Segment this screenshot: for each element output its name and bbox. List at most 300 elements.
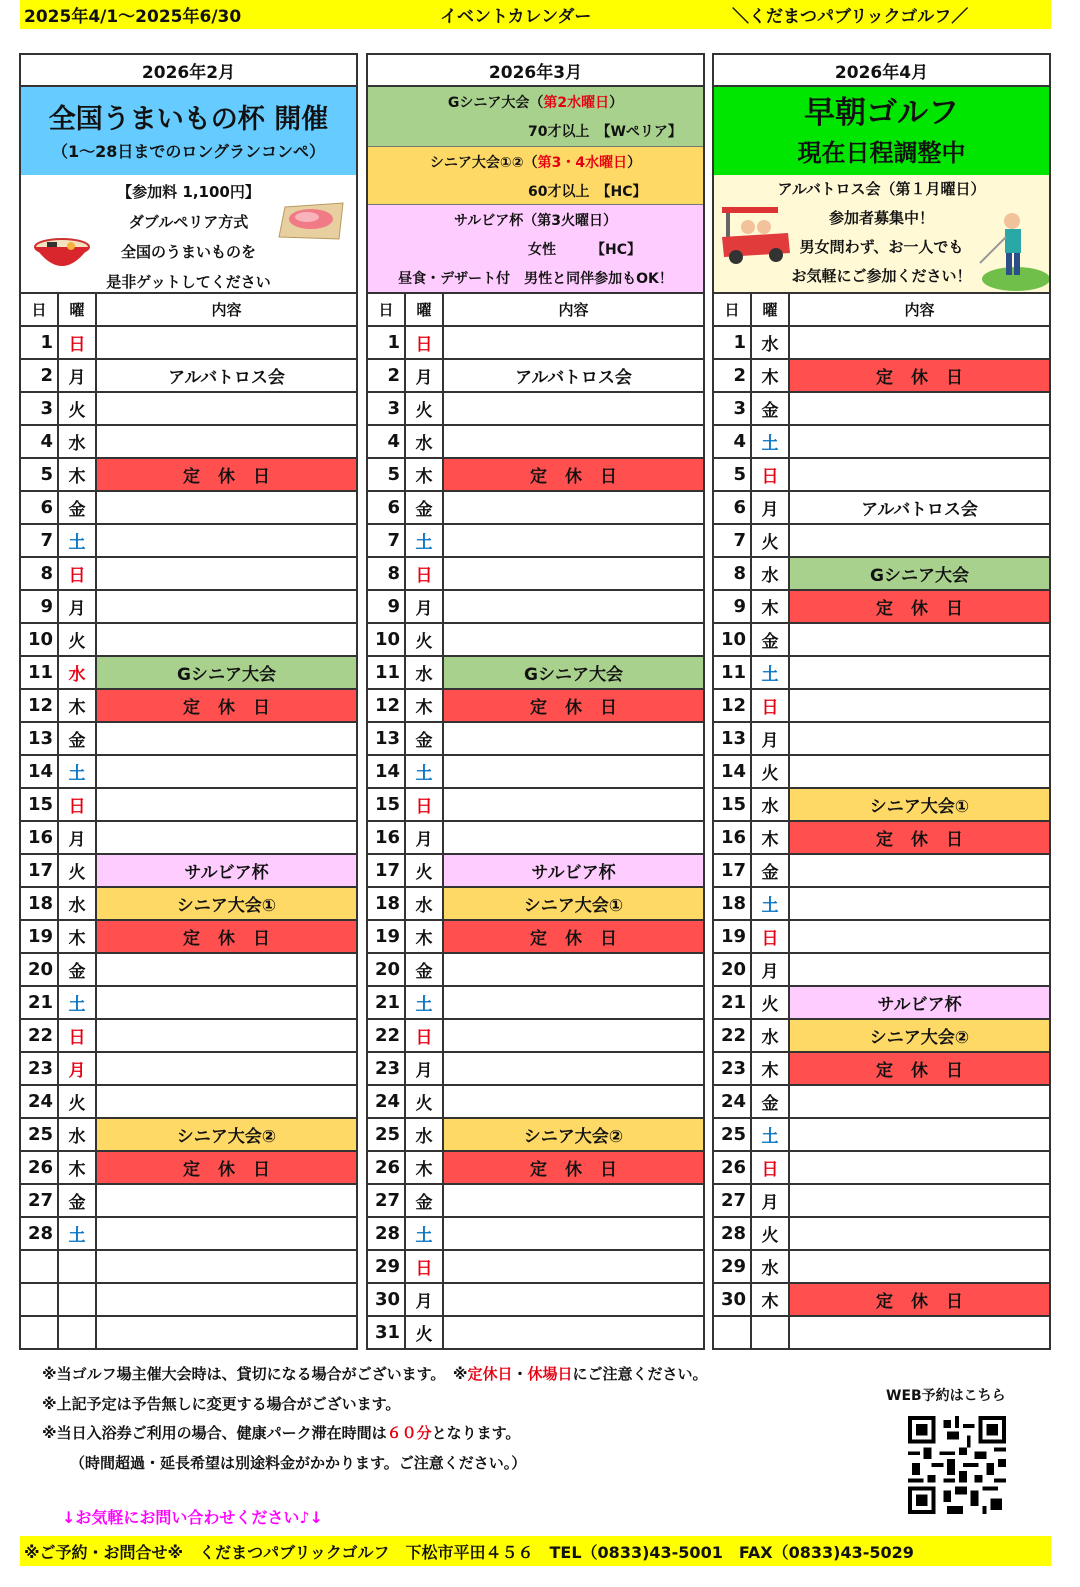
event-empty xyxy=(790,1086,1049,1117)
calendar-row xyxy=(368,822,703,855)
event-senior: シニア大会① xyxy=(790,789,1049,820)
event-gsenior: Gシニア大会 xyxy=(444,657,703,688)
golf-cart-icon xyxy=(718,203,792,265)
event-albatross: アルバトロス会 xyxy=(790,492,1049,523)
weekday: 水 xyxy=(752,327,790,358)
event-empty xyxy=(444,492,703,523)
weekday: 土 xyxy=(406,756,444,787)
weekday: 水 xyxy=(752,558,790,589)
weekday: 土 xyxy=(752,1119,790,1150)
calendar-row xyxy=(714,558,1049,591)
qr-code-icon[interactable] xyxy=(908,1415,1006,1515)
umaimono-cup-headline: 全国うまいもの杯 開催 xyxy=(48,103,329,135)
weekday: 火 xyxy=(406,624,444,655)
early-golf-headline: 早朝ゴルフ xyxy=(804,95,959,131)
day-number: 15 xyxy=(368,789,406,820)
note-time-limit: ６０分 xyxy=(386,1424,432,1442)
event-empty xyxy=(790,1317,1049,1348)
day-number: 8 xyxy=(368,558,406,589)
weekday: 金 xyxy=(752,624,790,655)
day-number: 28 xyxy=(21,1218,59,1249)
note-line-1 xyxy=(42,1360,708,1390)
day-number: 9 xyxy=(714,591,752,622)
day-number: 1 xyxy=(714,327,752,358)
day-number: 8 xyxy=(714,558,752,589)
day-number: 12 xyxy=(368,690,406,721)
g-senior-info xyxy=(368,87,703,147)
event-closed: 定休日 xyxy=(444,921,703,952)
event-senior: シニア大会② xyxy=(444,1119,703,1150)
weekday: 木 xyxy=(59,1152,97,1183)
day-number: 15 xyxy=(21,789,59,820)
month-panel-apr xyxy=(712,53,1051,1350)
weekday: 土 xyxy=(406,987,444,1018)
calendar-row xyxy=(21,624,356,657)
event-empty xyxy=(790,657,1049,688)
calendar-row xyxy=(21,987,356,1020)
calendar-row xyxy=(714,426,1049,459)
day-number: 8 xyxy=(21,558,59,589)
feb-info-box xyxy=(21,87,356,294)
event-closed: 定休日 xyxy=(97,921,356,952)
calendar-row xyxy=(368,690,703,723)
day-number xyxy=(21,1284,59,1315)
event-empty xyxy=(97,987,356,1018)
info-line: お気軽にご参加ください！ xyxy=(791,267,972,285)
day-number: 10 xyxy=(714,624,752,655)
event-albatross: アルバトロス会 xyxy=(444,360,703,391)
calendar-row xyxy=(714,756,1049,789)
event-closed: 定休日 xyxy=(790,360,1049,391)
day-number xyxy=(21,1251,59,1282)
weekday: 土 xyxy=(752,888,790,919)
weekday: 月 xyxy=(752,954,790,985)
g-senior-title-line xyxy=(368,87,703,116)
day-number: 5 xyxy=(21,459,59,490)
day-number: 29 xyxy=(714,1251,752,1282)
note-line-2: ※上記予定は予告無しに変更する場合がございます。 xyxy=(42,1394,401,1413)
senior-info xyxy=(368,147,703,205)
day-number: 9 xyxy=(21,591,59,622)
weekday: 日 xyxy=(406,558,444,589)
calendar-row xyxy=(21,921,356,954)
weekday: 木 xyxy=(752,1053,790,1084)
day-number: 18 xyxy=(714,888,752,919)
calendar-row xyxy=(21,1284,356,1317)
weekday: 水 xyxy=(59,657,97,688)
weekday: 水 xyxy=(406,426,444,457)
calendar-row xyxy=(368,1020,703,1053)
weekday: 火 xyxy=(406,1086,444,1117)
event-empty xyxy=(790,426,1049,457)
event-empty xyxy=(97,1053,356,1084)
event-senior: シニア大会② xyxy=(790,1020,1049,1051)
event-empty xyxy=(444,591,703,622)
weekday: 木 xyxy=(752,1284,790,1315)
day-number: 14 xyxy=(368,756,406,787)
ramen-bowl-icon xyxy=(33,235,91,277)
calendar-row xyxy=(714,690,1049,723)
day-number: 4 xyxy=(714,426,752,457)
content-col-header: 内容 xyxy=(211,301,242,319)
meat-tray-icon xyxy=(277,199,347,243)
day-number: 16 xyxy=(368,822,406,853)
grid-header xyxy=(368,294,703,327)
contact-hint: ↓お気軽にお問い合わせください♪↓ xyxy=(62,1508,324,1527)
day-number: 11 xyxy=(21,657,59,688)
weekday: 木 xyxy=(752,591,790,622)
day-number: 25 xyxy=(368,1119,406,1150)
calendar-row xyxy=(714,888,1049,921)
day-number: 22 xyxy=(368,1020,406,1051)
event-empty xyxy=(97,1020,356,1051)
info-line: 参加者募集中！ xyxy=(828,209,934,227)
day-number: 21 xyxy=(368,987,406,1018)
calendar-row xyxy=(21,492,356,525)
day-number: 18 xyxy=(368,888,406,919)
calendar-row xyxy=(21,1053,356,1086)
day-number: 2 xyxy=(714,360,752,391)
weekday: 日 xyxy=(752,690,790,721)
day-number: 10 xyxy=(368,624,406,655)
calendar-row xyxy=(368,1053,703,1086)
calendar-row xyxy=(714,1020,1049,1053)
g-senior-schedule: 第2水曜日 xyxy=(543,94,610,111)
event-empty xyxy=(97,426,356,457)
event-albatross: アルバトロス会 xyxy=(97,360,356,391)
event-empty xyxy=(444,1020,703,1051)
calendar-row xyxy=(21,1020,356,1053)
day-number: 28 xyxy=(714,1218,752,1249)
event-empty xyxy=(444,1251,703,1282)
day-number: 20 xyxy=(714,954,752,985)
weekday xyxy=(752,1317,790,1348)
calendar-row xyxy=(368,525,703,558)
day-number: 6 xyxy=(714,492,752,523)
calendar-row xyxy=(714,327,1049,360)
day-col-header: 日 xyxy=(714,294,752,325)
day-number: 11 xyxy=(714,657,752,688)
weekday: 月 xyxy=(406,1284,444,1315)
calendar-row xyxy=(368,855,703,888)
calendar-row xyxy=(21,1218,356,1251)
day-number: 21 xyxy=(21,987,59,1018)
event-closed: 定休日 xyxy=(444,1152,703,1183)
calendar-row xyxy=(714,525,1049,558)
day-number: 17 xyxy=(21,855,59,886)
senior-title: シニア大会①②（ xyxy=(429,154,538,171)
event-empty xyxy=(97,789,356,820)
weekday: 日 xyxy=(59,327,97,358)
calendar-row xyxy=(21,525,356,558)
weekday: 金 xyxy=(59,954,97,985)
event-empty xyxy=(97,756,356,787)
day-number: 29 xyxy=(368,1251,406,1282)
day-number: 3 xyxy=(368,393,406,424)
salvia-title: サルビア杯（第3火曜日） xyxy=(453,212,618,229)
weekday: 金 xyxy=(406,723,444,754)
calendar-row xyxy=(368,591,703,624)
event-empty xyxy=(444,1317,703,1348)
calendar-row xyxy=(714,723,1049,756)
event-closed: 定休日 xyxy=(790,591,1049,622)
calendar-row xyxy=(714,459,1049,492)
event-empty xyxy=(790,855,1049,886)
calendar-row xyxy=(21,756,356,789)
calendar-row xyxy=(368,888,703,921)
day-number: 26 xyxy=(368,1152,406,1183)
day-number: 10 xyxy=(21,624,59,655)
calendar-row xyxy=(714,987,1049,1020)
salvia-note: 昼食・デザート付 男性と同伴参加もOK！ xyxy=(398,270,673,287)
event-empty xyxy=(97,822,356,853)
day-number: 6 xyxy=(21,492,59,523)
day-number: 13 xyxy=(368,723,406,754)
weekday: 月 xyxy=(406,591,444,622)
weekday: 金 xyxy=(406,492,444,523)
weekday: 火 xyxy=(406,393,444,424)
calendar-row xyxy=(714,1152,1049,1185)
senior-title-line xyxy=(368,147,703,176)
day-number: 22 xyxy=(21,1020,59,1051)
weekday: 月 xyxy=(752,1185,790,1216)
calendar-row xyxy=(368,624,703,657)
calendar-row xyxy=(714,822,1049,855)
calendar-row xyxy=(714,1251,1049,1284)
calendar-row xyxy=(21,723,356,756)
calendar-row xyxy=(714,1317,1049,1350)
weekday: 水 xyxy=(406,888,444,919)
event-empty xyxy=(444,1218,703,1249)
info-line: アルバトロス会（第１月曜日） xyxy=(777,180,986,198)
event-empty xyxy=(444,954,703,985)
brand-name: ＼くだまつパブリックゴルフ／ xyxy=(732,7,969,27)
weekday: 日 xyxy=(752,921,790,952)
weekday: 火 xyxy=(406,855,444,886)
early-golf-subline: 現在日程調整中 xyxy=(797,139,966,167)
event-salvia: サルビア杯 xyxy=(97,855,356,886)
note-closed-day: 定休日 xyxy=(467,1365,513,1383)
day-number: 20 xyxy=(21,954,59,985)
weekday: 日 xyxy=(406,789,444,820)
weekday: 月 xyxy=(752,723,790,754)
calendar-row xyxy=(714,1218,1049,1251)
month-panel-feb xyxy=(19,53,358,1350)
event-empty xyxy=(790,1119,1049,1150)
calendar-row xyxy=(368,756,703,789)
g-senior-condition: 70才以上 【Wペリア】 xyxy=(528,123,682,140)
event-empty xyxy=(444,723,703,754)
event-closed: 定休日 xyxy=(97,1152,356,1183)
weekday: 金 xyxy=(406,1185,444,1216)
calendar-row xyxy=(21,690,356,723)
weekday: 日 xyxy=(752,459,790,490)
weekday: 木 xyxy=(752,360,790,391)
event-gsenior: Gシニア大会 xyxy=(97,657,356,688)
note-line-4: （時間超過・延長希望は別途料金がかかります。ご注意ください。） xyxy=(70,1453,527,1472)
content-col-header: 内容 xyxy=(904,301,935,319)
event-empty xyxy=(444,1284,703,1315)
calendar-row xyxy=(21,954,356,987)
event-empty xyxy=(97,1284,356,1315)
event-empty xyxy=(790,327,1049,358)
day-number: 30 xyxy=(368,1284,406,1315)
calendar-row xyxy=(21,327,356,360)
calendar-row xyxy=(714,954,1049,987)
web-booking-label: WEB予約はこちら xyxy=(886,1388,1006,1404)
day-rows xyxy=(714,327,1049,1350)
period-range: 2025年4/1～2025年6/30 xyxy=(24,7,242,27)
weekday: 日 xyxy=(406,1251,444,1282)
note-text: ※当ゴルフ場主催大会時は、貸切になる場合がございます。 ※ xyxy=(42,1365,468,1383)
calendar-row xyxy=(368,492,703,525)
event-senior: シニア大会② xyxy=(97,1119,356,1150)
weekday: 土 xyxy=(59,987,97,1018)
month-title: 2026年4月 xyxy=(714,55,1049,87)
weekday: 日 xyxy=(59,558,97,589)
calendar-row xyxy=(714,1284,1049,1317)
event-empty xyxy=(444,789,703,820)
weekday: 火 xyxy=(752,1218,790,1249)
event-empty xyxy=(790,525,1049,556)
day-number: 11 xyxy=(368,657,406,688)
event-senior: シニア大会① xyxy=(444,888,703,919)
calendar-row xyxy=(21,855,356,888)
weekday: 水 xyxy=(59,1119,97,1150)
day-col-header: 日 xyxy=(21,294,59,325)
weekday: 金 xyxy=(59,492,97,523)
paren-close: ） xyxy=(627,154,642,171)
day-number: 21 xyxy=(714,987,752,1018)
weekday: 木 xyxy=(406,459,444,490)
weekday: 日 xyxy=(59,1020,97,1051)
weekday: 月 xyxy=(406,1053,444,1084)
event-empty xyxy=(444,426,703,457)
weekday: 月 xyxy=(406,822,444,853)
calendar-row xyxy=(714,657,1049,690)
calendar-row xyxy=(714,789,1049,822)
calendar-row xyxy=(368,360,703,393)
weekday: 日 xyxy=(59,789,97,820)
calendar-row xyxy=(368,426,703,459)
weekday: 火 xyxy=(59,1086,97,1117)
page-title: イベントカレンダー xyxy=(440,7,592,27)
event-empty xyxy=(97,591,356,622)
day-number: 5 xyxy=(368,459,406,490)
day-number: 17 xyxy=(368,855,406,886)
day-number: 25 xyxy=(21,1119,59,1150)
event-empty xyxy=(444,987,703,1018)
event-empty xyxy=(790,888,1049,919)
calendar-row xyxy=(368,1185,703,1218)
weekday: 月 xyxy=(59,360,97,391)
weekday: 月 xyxy=(406,360,444,391)
event-empty xyxy=(97,954,356,985)
calendar-row xyxy=(368,954,703,987)
calendar-row xyxy=(714,1053,1049,1086)
content-col-header: 内容 xyxy=(558,301,589,319)
calendar-row xyxy=(714,855,1049,888)
weekday: 木 xyxy=(406,921,444,952)
event-closed: 定休日 xyxy=(97,690,356,721)
weekday: 土 xyxy=(406,1218,444,1249)
calendar-row xyxy=(368,1152,703,1185)
calendar-row xyxy=(21,393,356,426)
note-text: となります。 xyxy=(431,1424,521,1442)
event-closed: 定休日 xyxy=(790,1284,1049,1315)
event-empty xyxy=(444,624,703,655)
event-empty xyxy=(97,723,356,754)
calendar-row xyxy=(714,492,1049,525)
weekday: 水 xyxy=(752,1251,790,1282)
weekday: 木 xyxy=(59,690,97,721)
event-empty xyxy=(97,1251,356,1282)
weekday: 木 xyxy=(752,822,790,853)
day-number: 27 xyxy=(21,1185,59,1216)
event-empty xyxy=(444,558,703,589)
day-number: 19 xyxy=(368,921,406,952)
day-number: 19 xyxy=(714,921,752,952)
weekday: 火 xyxy=(59,393,97,424)
event-empty xyxy=(790,459,1049,490)
month-title: 2026年2月 xyxy=(21,55,356,87)
calendar-row xyxy=(368,327,703,360)
calendar-row xyxy=(368,921,703,954)
weekday xyxy=(59,1284,97,1315)
event-senior: シニア大会① xyxy=(97,888,356,919)
day-number: 27 xyxy=(714,1185,752,1216)
weekday: 土 xyxy=(406,525,444,556)
day-number: 16 xyxy=(21,822,59,853)
event-empty xyxy=(97,525,356,556)
day-number: 14 xyxy=(714,756,752,787)
event-empty xyxy=(790,393,1049,424)
salvia-info xyxy=(368,205,703,294)
weekday: 日 xyxy=(406,1020,444,1051)
header-bar xyxy=(20,0,1051,29)
calendar-row xyxy=(21,591,356,624)
event-empty xyxy=(790,723,1049,754)
event-closed: 定休日 xyxy=(97,459,356,490)
weekday: 水 xyxy=(752,1020,790,1051)
day-number: 4 xyxy=(21,426,59,457)
day-number: 2 xyxy=(368,360,406,391)
day-number: 9 xyxy=(368,591,406,622)
senior-condition: 60才以上 【HC】 xyxy=(528,183,647,200)
weekday: 火 xyxy=(752,756,790,787)
weekday: 水 xyxy=(406,657,444,688)
day-number: 3 xyxy=(21,393,59,424)
day-number: 17 xyxy=(714,855,752,886)
weekday: 金 xyxy=(752,393,790,424)
event-gsenior: Gシニア大会 xyxy=(790,558,1049,589)
calendar-row xyxy=(368,393,703,426)
calendar-row xyxy=(21,1086,356,1119)
calendar-row xyxy=(21,657,356,690)
day-number: 15 xyxy=(714,789,752,820)
note-text: ※当日入浴券ご利用の場合、健康パーク滞在時間は xyxy=(42,1424,387,1442)
weekday: 金 xyxy=(752,855,790,886)
day-number: 25 xyxy=(714,1119,752,1150)
day-number: 16 xyxy=(714,822,752,853)
month-title: 2026年3月 xyxy=(368,55,703,87)
weekday: 月 xyxy=(59,1053,97,1084)
umaimono-cup-banner xyxy=(21,87,356,175)
event-empty xyxy=(97,1218,356,1249)
day-number: 6 xyxy=(368,492,406,523)
calendar-row xyxy=(21,1152,356,1185)
calendar-row xyxy=(714,1185,1049,1218)
